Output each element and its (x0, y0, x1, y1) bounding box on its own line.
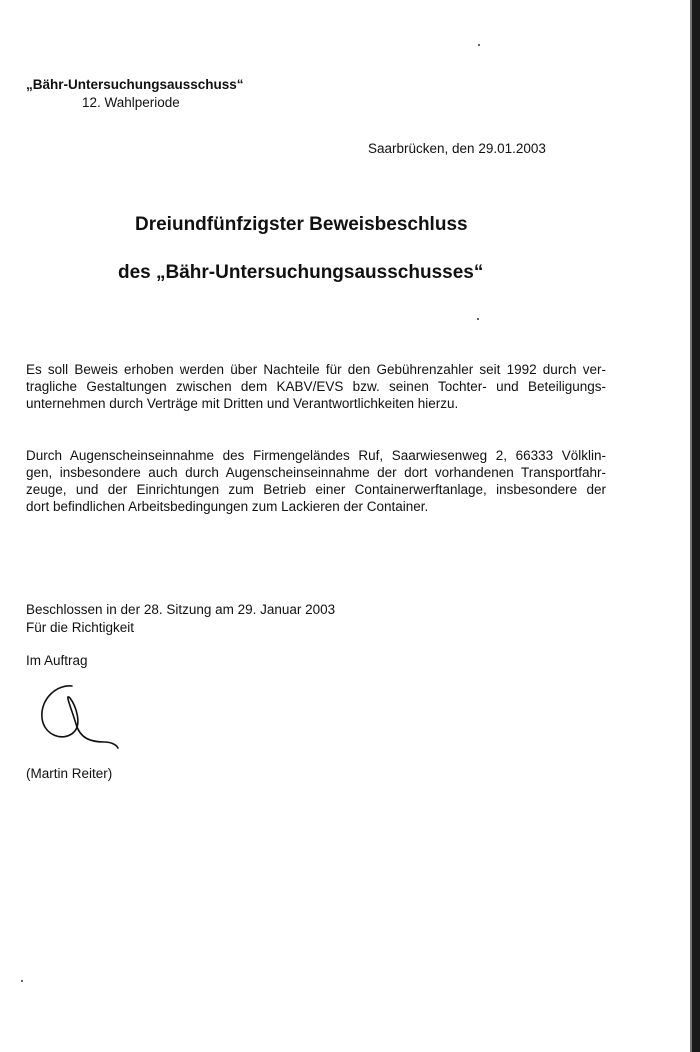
paragraph-inspection (26, 447, 606, 515)
legislative-period: 12. Wahlperiode (82, 95, 180, 110)
place-date: Saarbrücken, den 29.01.2003 (368, 141, 546, 156)
paragraph-line: tragliche Gestaltungen zwischen dem KABV/EVS bzw. seinen Tochter- und Beteiligungs- (26, 379, 606, 394)
paragraph-line: zeuge, und der Einrichtungen zum Betrieb einer Containerwerftanlage, insbesondere der (26, 482, 606, 497)
document-title: Dreiundfünfzigster Beweisbeschluss (135, 214, 468, 235)
committee-name: „Bähr-Untersuchungsausschuss“ (26, 77, 244, 92)
scan-edge (692, 0, 700, 1052)
scan-speck (478, 44, 480, 46)
scan-speck (21, 980, 23, 982)
document-subtitle: des „Bähr-Untersuchungsausschusses“ (118, 262, 484, 283)
signature (30, 676, 130, 756)
signatory-name: (Martin Reiter) (26, 766, 113, 781)
paragraph-line: unternehmen durch Verträge mit Dritten und Verantwortlichkeiten hierzu. (26, 396, 459, 411)
paragraph-line: Durch Augenscheinseinnahme des Firmengeländes Ruf, Saarwiesenweg 2, 66333 Völklin- (26, 448, 606, 463)
correctness-note: Für die Richtigkeit (26, 620, 135, 635)
resolution-note: Beschlossen in der 28. Sitzung am 29. Januar 2003 (26, 602, 336, 617)
paragraph-line: dort befindlichen Arbeitsbedingungen zum Lackieren der Container. (26, 499, 429, 514)
on-behalf-note: Im Auftrag (26, 653, 88, 668)
scan-speck (477, 318, 479, 320)
paragraph-subject (26, 361, 606, 412)
paragraph-line: gen, insbesondere auch durch Augenscheinseinnahme der dort vorhandenen Transportfahr- (26, 465, 606, 480)
paragraph-line: Es soll Beweis erhoben werden über Nachteile für den Gebührenzahler seit 1992 durch ver- (26, 362, 606, 377)
